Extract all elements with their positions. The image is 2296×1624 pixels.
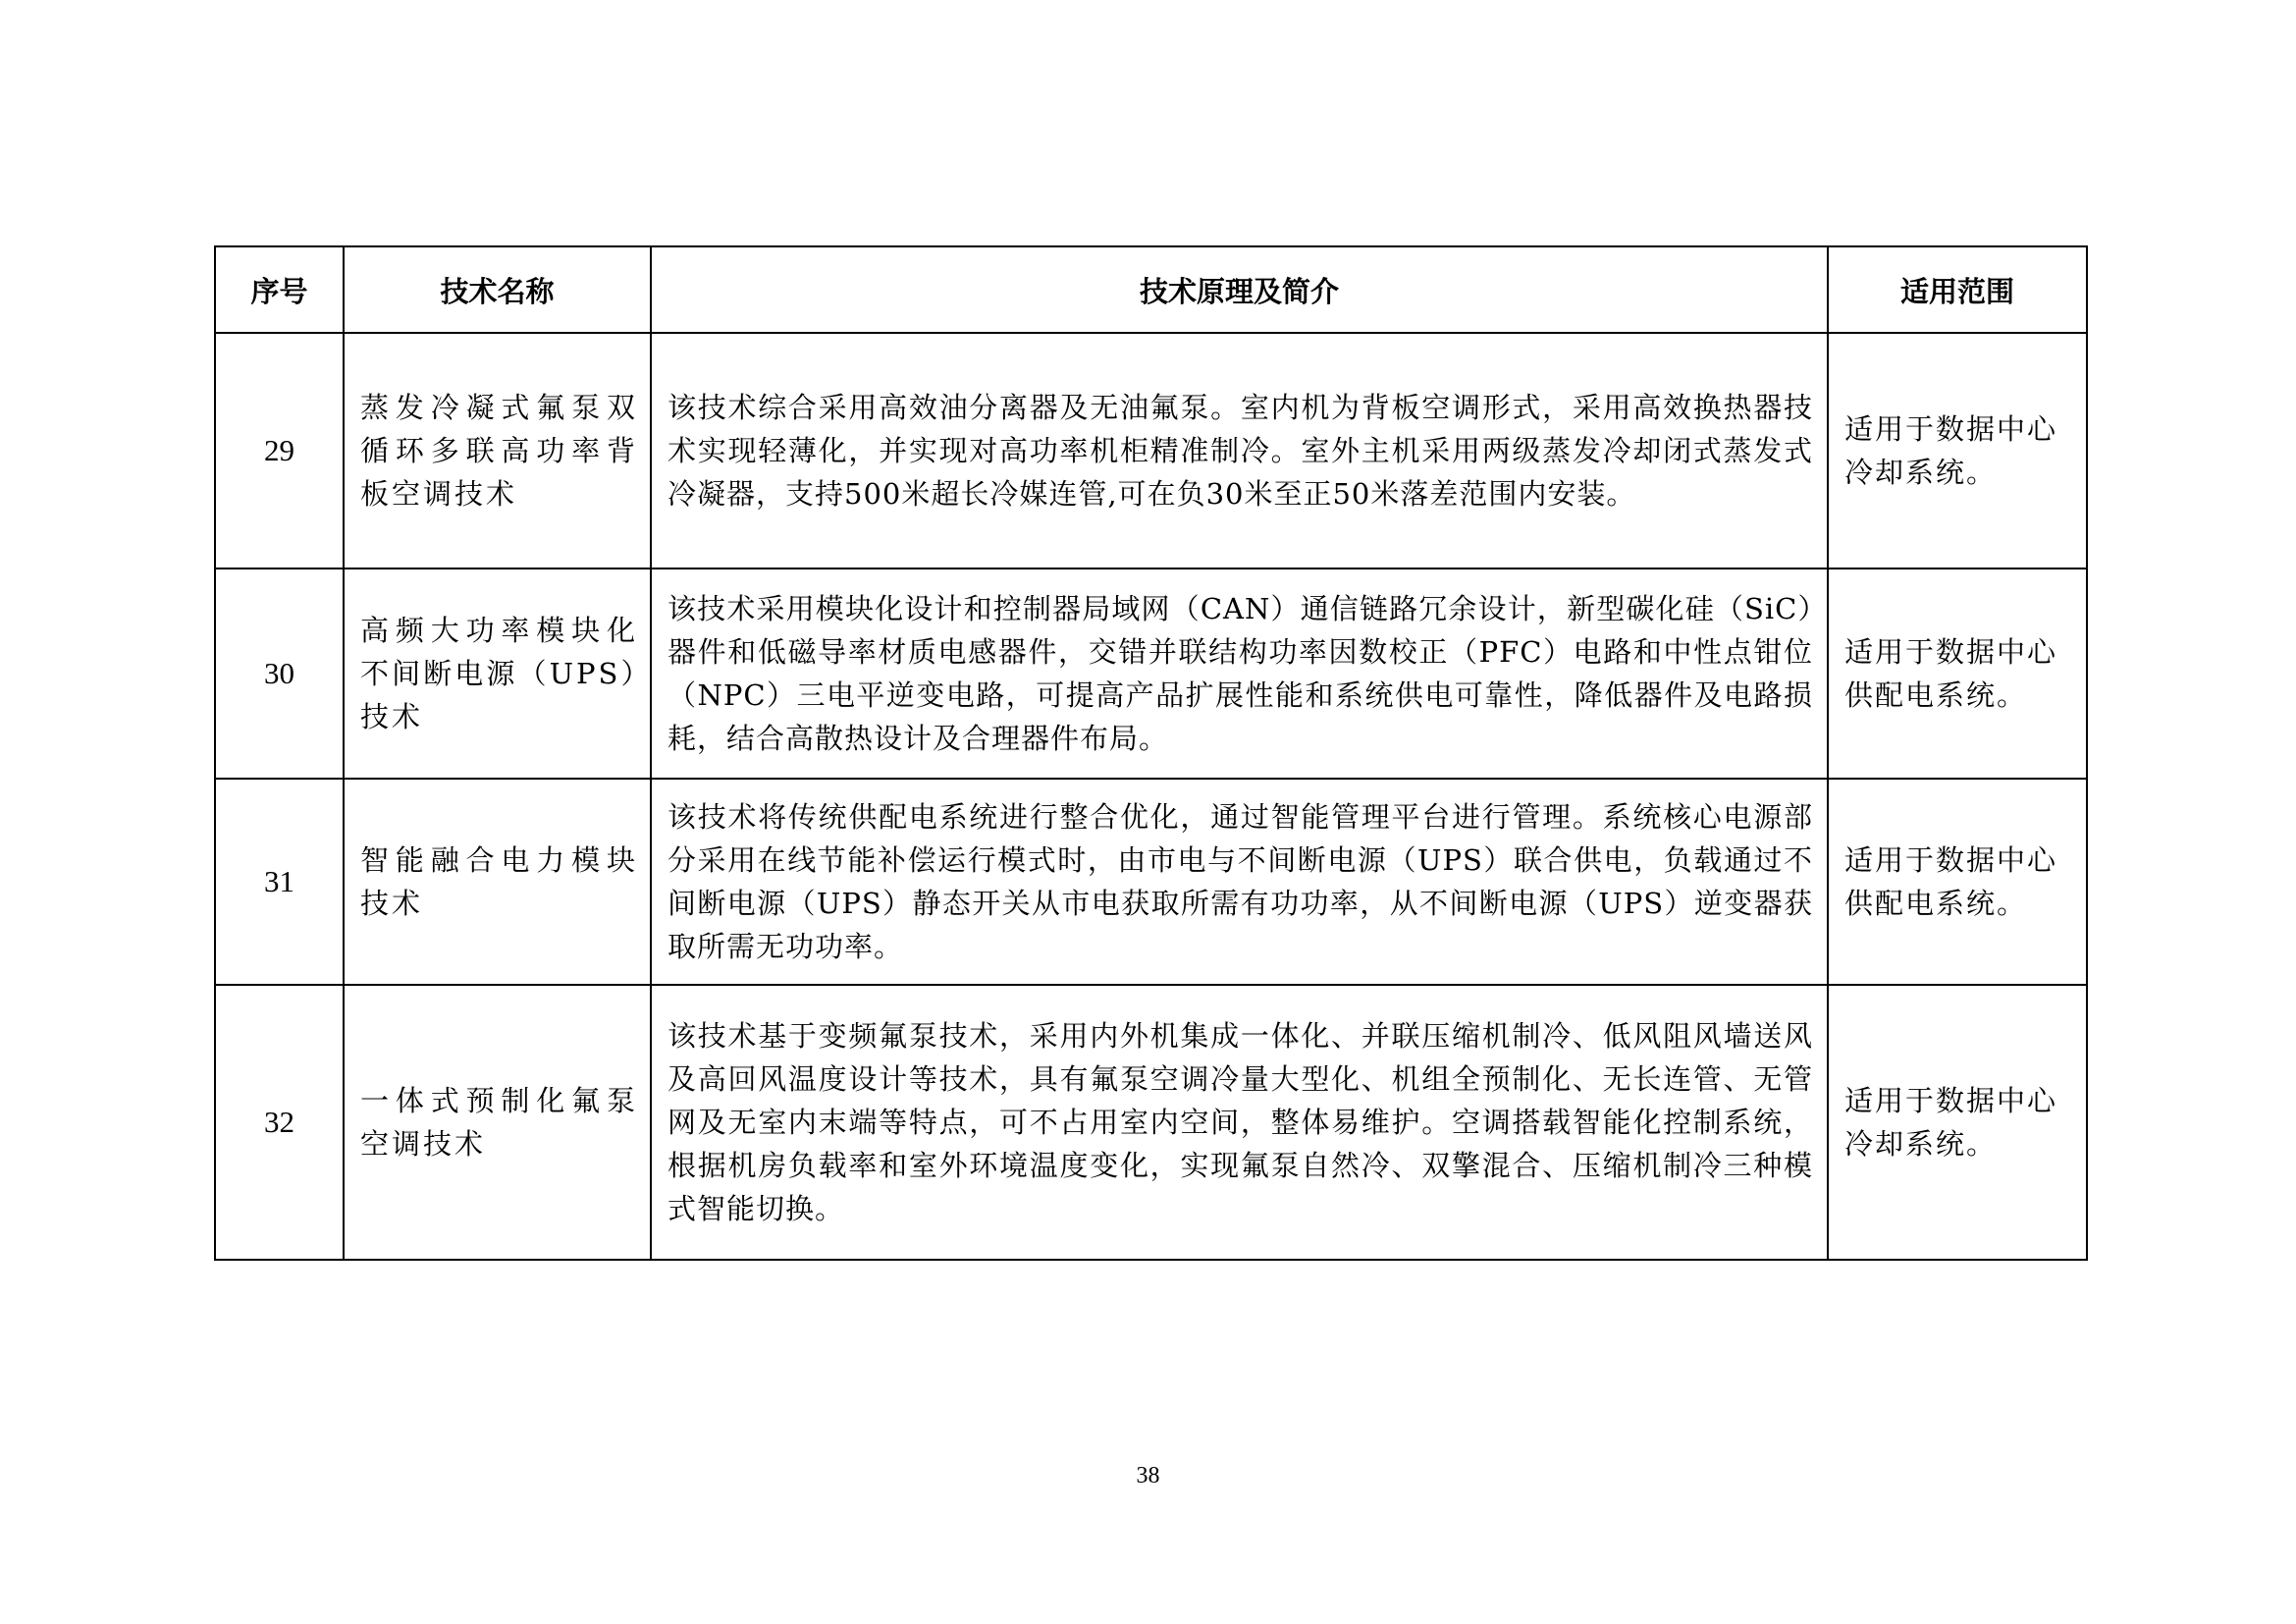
technology-description: 该技术基于变频氟泵技术，采用内外机集成一体化、并联压缩机制冷、低风阻风墙送风及高回风温度设计等技术，具有氟泵空调冷量大型化、机组全预制化、无长连管、无管网及无室内末端等特点，可不占用室内空间，整体易维护。空调搭载智能化控制系统，根据机房负载率和室外环境温度变化，实现氟泵自然冷、双擎混合、压缩机制冷三种模式智能切换。 [651,985,1828,1260]
technology-description: 该技术采用模块化设计和控制器局域网（CAN）通信链路冗余设计，新型碳化硅（SiC）器件和低磁导率材质电感器件，交错并联结构功率因数校正（PFC）电路和中性点钳位（NPC）三电平逆变电路，可提高产品扩展性能和系统供电可靠性，降低器件及电路损耗，结合高散热设计及合理器件布局。 [651,568,1828,779]
technology-name: 智能融合电力模块技术 [344,779,651,985]
application-scope: 适用于数据中心冷却系统。 [1828,333,2087,568]
header-no: 序号 [215,246,344,333]
row-number: 31 [215,779,344,985]
technology-name: 高频大功率模块化不间断电源（UPS）技术 [344,568,651,779]
technology-description: 该技术综合采用高效油分离器及无油氟泵。室内机为背板空调形式，采用高效换热器技术实现轻薄化，并实现对高功率机柜精准制冷。室外主机采用两级蒸发冷却闭式蒸发式冷凝器，支持500米超长冷媒连管,可在负30米至正50米落差范围内安装。 [651,333,1828,568]
row-number: 29 [215,333,344,568]
application-scope: 适用于数据中心供配电系统。 [1828,779,2087,985]
technology-name: 蒸发冷凝式氟泵双循环多联高功率背板空调技术 [344,333,651,568]
row-number: 32 [215,985,344,1260]
table-header-row [215,246,2087,333]
technology-name: 一体式预制化氟泵空调技术 [344,985,651,1260]
table-row [215,568,2087,779]
application-scope: 适用于数据中心冷却系统。 [1828,985,2087,1260]
header-description: 技术原理及简介 [651,246,1828,333]
table-row [215,779,2087,985]
table-row [215,985,2087,1260]
technology-description: 该技术将传统供配电系统进行整合优化，通过智能管理平台进行管理。系统核心电源部分采用在线节能补偿运行模式时，由市电与不间断电源（UPS）联合供电，负载通过不间断电源（UPS）静态开关从市电获取所需有功功率，从不间断电源（UPS）逆变器获取所需无功功率。 [651,779,1828,985]
application-scope: 适用于数据中心供配电系统。 [1828,568,2087,779]
table-row [215,333,2087,568]
technology-table [214,245,2088,1261]
header-name: 技术名称 [344,246,651,333]
page-number: 38 [1136,1463,1160,1489]
row-number: 30 [215,568,344,779]
header-scope: 适用范围 [1828,246,2087,333]
